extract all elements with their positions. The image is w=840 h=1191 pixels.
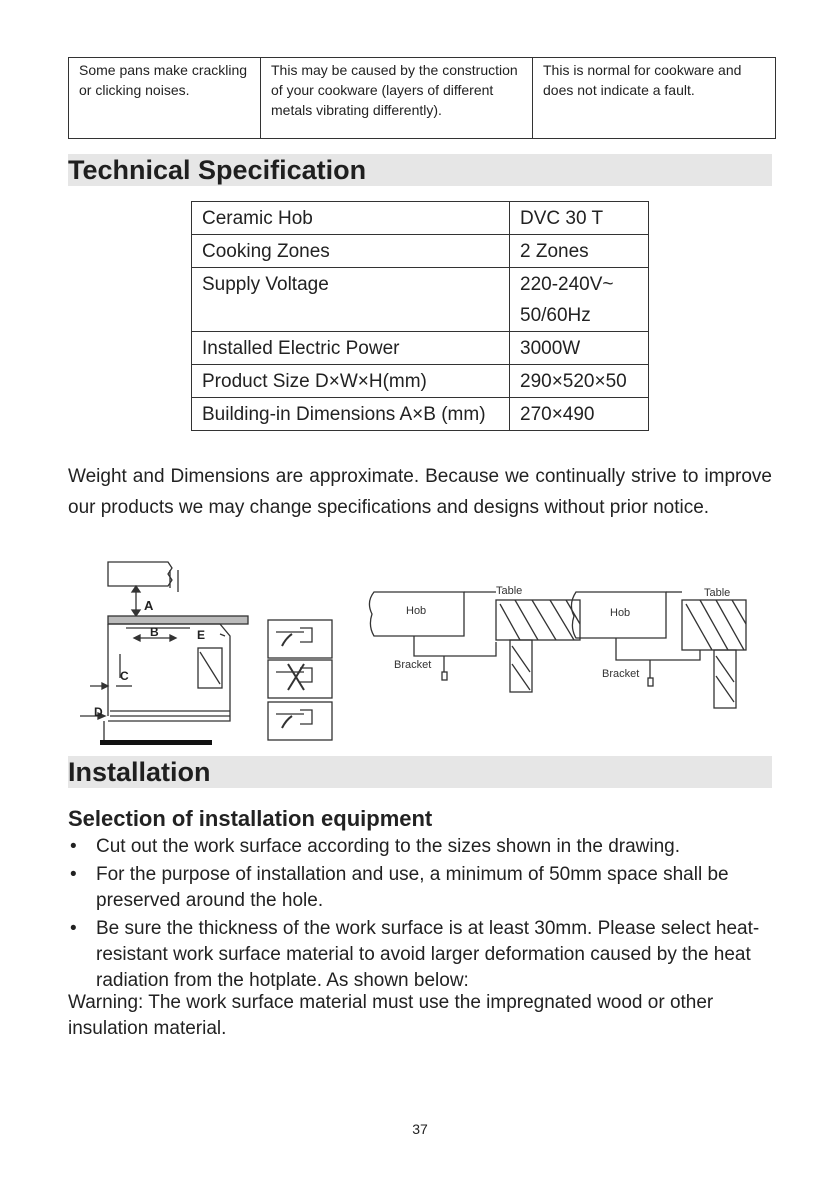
table-row bbox=[192, 398, 649, 431]
table-row bbox=[69, 58, 776, 139]
installation-title: Installation bbox=[68, 757, 211, 787]
hob-label: Hob bbox=[406, 605, 427, 617]
spec-label: Ceramic Hob bbox=[192, 202, 510, 235]
list-item bbox=[68, 862, 778, 914]
spec-label: Installed Electric Power bbox=[192, 332, 510, 365]
label-c: C bbox=[120, 669, 129, 683]
bullet-symbol: • bbox=[70, 864, 77, 885]
bracket-label: Bracket bbox=[394, 659, 432, 671]
label-e: E bbox=[197, 628, 206, 642]
bullet-symbol: • bbox=[70, 918, 77, 939]
spec-note: Weight and Dimensions are approximate. Because we continually strive to improve our products we may change specifications and designs without prior notice. bbox=[68, 466, 772, 518]
spec-label: Product Size D×W×H(mm) bbox=[192, 365, 510, 398]
bracket-label: Bracket bbox=[602, 668, 640, 680]
table-row bbox=[192, 332, 649, 365]
installation-diagram bbox=[60, 556, 780, 752]
spec-label: Building-in Dimensions A×B (mm) bbox=[192, 398, 510, 431]
table-label: Table bbox=[496, 585, 523, 597]
spec-value: 2 Zones bbox=[510, 235, 649, 268]
bullet-text: For the purpose of installation and use, a minimum of 50mm space shall be preserved around the hole. bbox=[96, 864, 729, 911]
table-label: Table bbox=[704, 587, 731, 599]
tech-spec-title: Technical Specification bbox=[68, 155, 367, 185]
label-d: D bbox=[94, 705, 103, 719]
spec-value: 220-240V~ 50/60Hz bbox=[510, 268, 649, 332]
table-row bbox=[192, 235, 649, 268]
spec-value: DVC 30 T bbox=[510, 202, 649, 235]
bracket-mount-drawing-2 bbox=[571, 587, 746, 708]
list-item bbox=[68, 916, 778, 994]
spec-table bbox=[191, 201, 649, 431]
spec-value: 3000W bbox=[510, 332, 649, 365]
troubleshooting-table bbox=[68, 57, 776, 139]
table-row bbox=[192, 202, 649, 235]
table-row bbox=[192, 365, 649, 398]
list-item bbox=[68, 834, 778, 860]
page-number: 37 bbox=[412, 1121, 428, 1137]
bullet-text: Cut out the work surface according to the sizes shown in the drawing. bbox=[96, 836, 681, 857]
bullet-text: Be sure the thickness of the work surface is at least 30mm. Please select heat-resistant work surface material to avoid larger deformation caused by the heat radiation from the hotplate. As shown below: bbox=[96, 918, 760, 991]
spec-value: 290×520×50 bbox=[510, 365, 649, 398]
spec-label: Cooking Zones bbox=[192, 235, 510, 268]
fixing-clip-drawings bbox=[268, 620, 332, 740]
problem-cell: Some pans make crackling or clicking noises. bbox=[69, 58, 261, 139]
label-a: A bbox=[144, 598, 154, 613]
spec-value: 270×490 bbox=[510, 398, 649, 431]
remedy-cell: This is normal for cookware and does not indicate a fault. bbox=[533, 58, 776, 139]
installation-subtitle: Selection of installation equipment bbox=[68, 806, 433, 831]
cabinet-clearance-drawing bbox=[80, 562, 248, 745]
warning-text: Warning: The work surface material must use the impregnated wood or other insulation material. bbox=[68, 992, 714, 1039]
installation-bullets bbox=[68, 834, 778, 996]
bullet-symbol: • bbox=[70, 836, 77, 857]
hob-label: Hob bbox=[610, 607, 631, 619]
table-row bbox=[192, 268, 649, 332]
label-b: B bbox=[150, 625, 159, 639]
cause-cell: This may be caused by the construction of your cookware (layers of different metals vibrating differently). bbox=[261, 58, 533, 139]
bracket-mount-drawing-1 bbox=[369, 585, 580, 692]
spec-label: Supply Voltage bbox=[192, 268, 510, 332]
